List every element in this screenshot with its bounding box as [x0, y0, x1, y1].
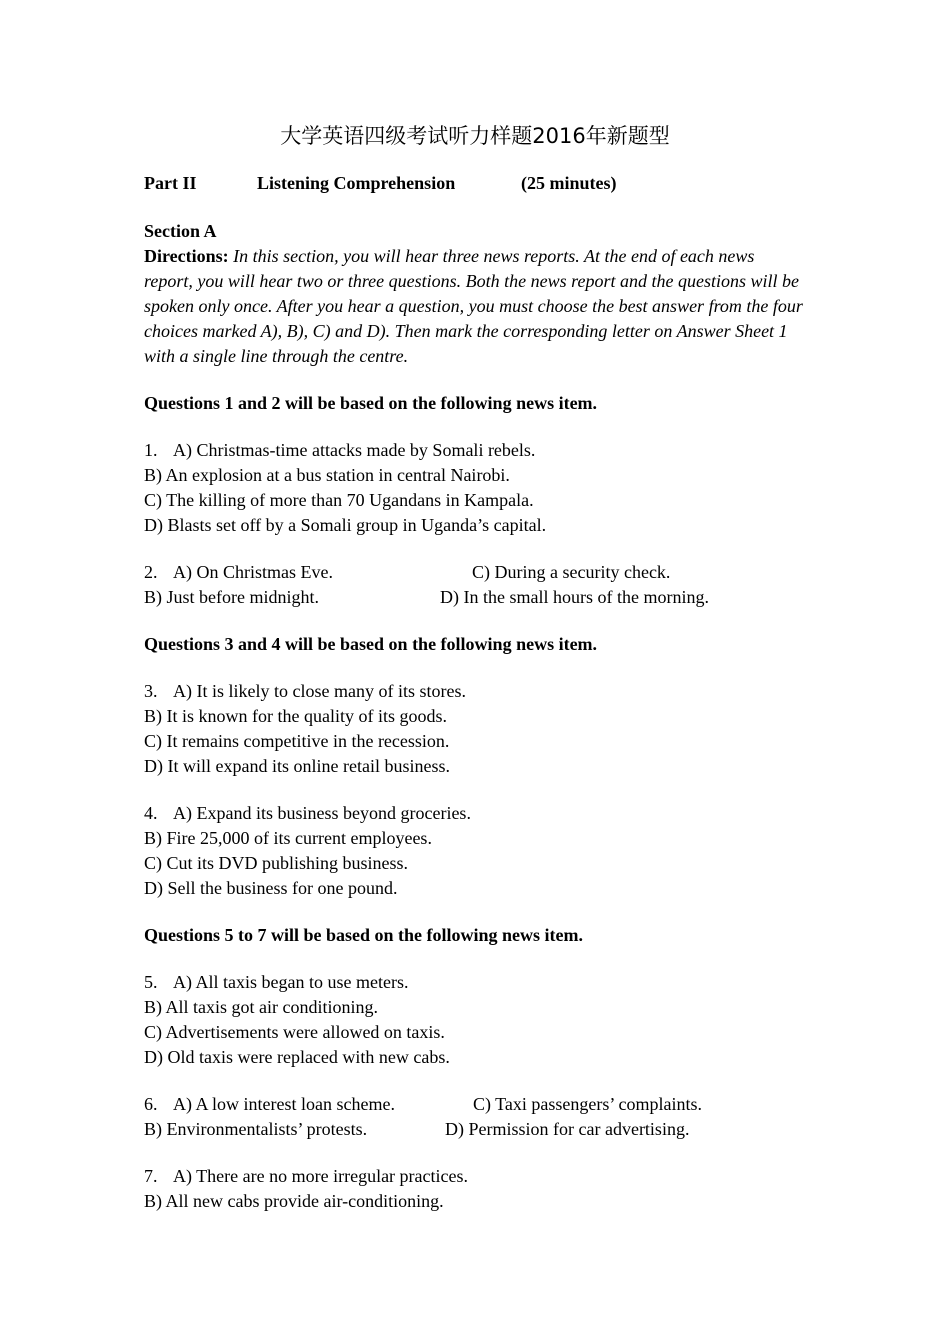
option-c: C) Advertisements were allowed on taxis. — [144, 1022, 445, 1042]
option-d: D) Sell the business for one pound. — [144, 878, 398, 898]
question-number: 5. — [144, 972, 158, 992]
option-b: B) Fire 25,000 of its current employees. — [144, 828, 432, 848]
option-b: B) It is known for the quality of its goods. — [144, 706, 447, 726]
part-name: Listening Comprehension — [257, 173, 456, 193]
group-heading: Questions 3 and 4 will be based on the following news item. — [144, 634, 598, 654]
option-d: D) Old taxis were replaced with new cabs. — [144, 1047, 450, 1067]
option-c: C) During a security check. — [472, 562, 671, 582]
directions-paragraph — [144, 244, 804, 369]
option-b: B) Environmentalists’ protests. — [144, 1119, 368, 1139]
option-b: B) All taxis got air conditioning. — [144, 997, 378, 1017]
question-number: 3. — [144, 681, 158, 701]
option-d: D) Permission for car advertising. — [445, 1119, 690, 1139]
section-heading: Section A — [144, 221, 217, 241]
group-heading: Questions 1 and 2 will be based on the following news item. — [144, 393, 598, 413]
part-time: (25 minutes) — [521, 173, 617, 193]
question-number: 6. — [144, 1094, 158, 1114]
option-b: B) All new cabs provide air-conditioning. — [144, 1191, 444, 1211]
directions-text: In this section, you will hear three news reports. At the end of each news report, you will hear two or three questions. Both the news report and the questions will be spoken only once. After you hear a question, you must choose the best answer from the four choices marked A), B), C) and D). Then mark the corresponding letter on Answer Sheet 1 with a single line through the centre. — [144, 246, 803, 366]
part-label: Part II — [144, 173, 197, 193]
page-title: 大学英语四级考试听力样题2016年新题型 — [280, 124, 670, 148]
option-a: A) On Christmas Eve. — [173, 562, 333, 582]
option-d: D) It will expand its online retail business. — [144, 756, 450, 776]
option-d: D) In the small hours of the morning. — [440, 587, 709, 607]
option-d: D) Blasts set off by a Somali group in Uganda’s capital. — [144, 515, 547, 535]
option-a: A) Expand its business beyond groceries. — [173, 803, 471, 823]
option-a: A) There are no more irregular practices. — [173, 1166, 469, 1186]
question-number: 2. — [144, 562, 158, 582]
option-c: C) The killing of more than 70 Ugandans in Kampala. — [144, 490, 534, 510]
question-number: 4. — [144, 803, 158, 823]
question-number: 7. — [144, 1166, 158, 1186]
option-c: C) Taxi passengers’ complaints. — [473, 1094, 703, 1114]
directions-label: Directions: — [144, 246, 229, 266]
group-heading: Questions 5 to 7 will be based on the following news item. — [144, 925, 584, 945]
option-b: B) Just before midnight. — [144, 587, 319, 607]
option-c: C) Cut its DVD publishing business. — [144, 853, 409, 873]
option-a: A) All taxis began to use meters. — [173, 972, 409, 992]
option-b: B) An explosion at a bus station in central Nairobi. — [144, 465, 510, 485]
option-c: C) It remains competitive in the recession. — [144, 731, 450, 751]
option-a: A) It is likely to close many of its stores. — [173, 681, 466, 701]
option-a: A) Christmas-time attacks made by Somali rebels. — [173, 440, 536, 460]
question-number: 1. — [144, 440, 158, 460]
option-a: A) A low interest loan scheme. — [173, 1094, 395, 1114]
